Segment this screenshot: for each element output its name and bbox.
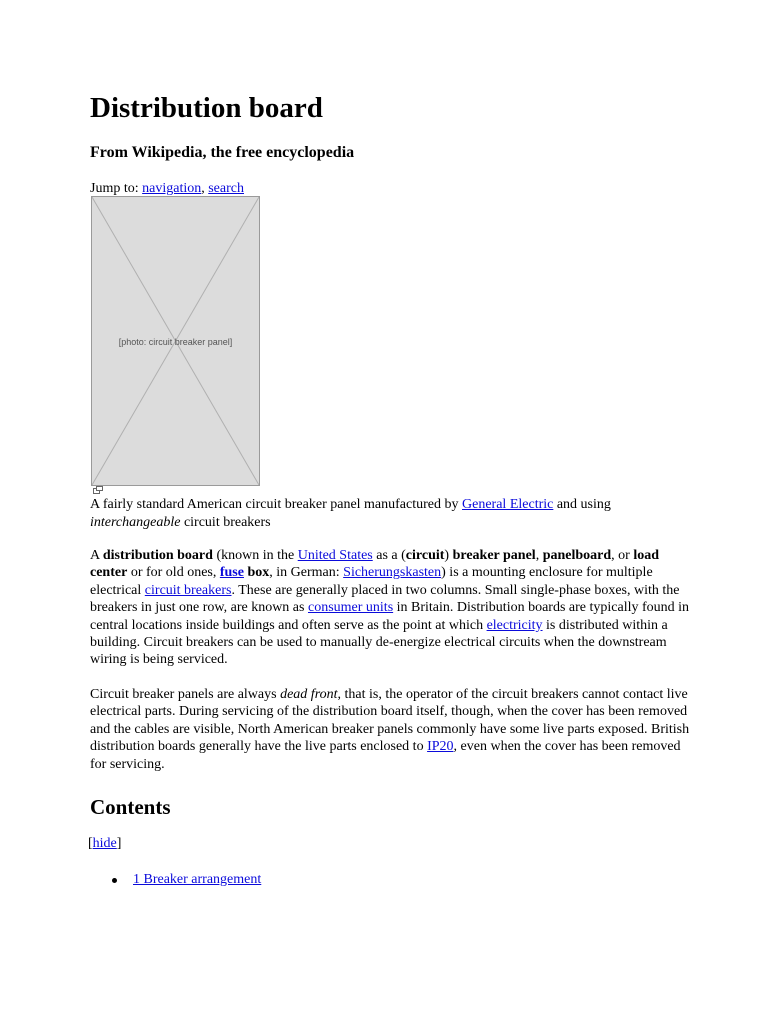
paragraph-text: , or bbox=[611, 548, 634, 563]
paragraph-text: ) bbox=[444, 548, 453, 563]
image-placeholder-label: [photo: circuit breaker panel] bbox=[118, 337, 233, 347]
general-electric-link[interactable]: General Electric bbox=[462, 497, 554, 512]
paragraph-text: , bbox=[535, 548, 543, 563]
navigation-link[interactable]: navigation bbox=[142, 181, 202, 196]
paragraph-text: Circuit breaker panels are always bbox=[90, 687, 281, 702]
toc-list bbox=[112, 870, 261, 890]
caption-emphasis: interchangeable bbox=[90, 514, 181, 530]
toc-toggle-bracket: [ bbox=[88, 836, 93, 851]
toc-toggle-bracket: ] bbox=[116, 836, 122, 851]
fuse-link[interactable] bbox=[220, 565, 244, 580]
search-link[interactable]: search bbox=[208, 181, 244, 196]
caption-text: A fairly standard American circuit breaker panel manufactured by bbox=[90, 497, 463, 512]
paragraph-text: as a ( bbox=[372, 548, 406, 563]
jump-prefix: Jump to: bbox=[90, 181, 143, 196]
paragraph-text: in Britain. Distribution boards are typically found in central locations inside buildings and often serve as the point at which bbox=[90, 600, 690, 633]
bold-term: panelboard bbox=[542, 548, 612, 563]
bold-term: breaker panel bbox=[452, 548, 536, 563]
sicherungskasten-link[interactable]: Sicherungskasten bbox=[343, 565, 442, 581]
electricity-link[interactable]: electricity bbox=[486, 617, 543, 633]
intro-paragraph bbox=[90, 547, 690, 669]
dead-front-paragraph bbox=[90, 686, 690, 773]
magnify-clip-icon[interactable] bbox=[93, 486, 103, 494]
bullet-icon bbox=[112, 878, 117, 883]
toc-toggle bbox=[88, 834, 121, 854]
emphasis-term: dead front bbox=[280, 687, 338, 702]
paragraph-text: A bbox=[90, 548, 103, 563]
circuit-breaker-panel-image[interactable] bbox=[91, 196, 260, 486]
bold-term: distribution board bbox=[102, 548, 213, 563]
contents-heading: Contents bbox=[90, 795, 171, 819]
jump-separator: , bbox=[201, 181, 209, 196]
paragraph-text: , that is, the operator of the circuit breakers cannot contact live electrical parts. During servicing of the distribution board itself, though, when the cover has been removed and the cables are visible, North American breaker panels commonly have some live parts exposed. British distribution boards generally have the live parts enclosed to bbox=[90, 687, 690, 755]
united-states-link[interactable]: United States bbox=[297, 548, 373, 563]
page-title: Distribution board bbox=[90, 92, 323, 124]
paragraph-text: or for old ones, bbox=[127, 565, 220, 581]
bold-term: load center bbox=[90, 548, 660, 581]
paragraph-text: (known in the bbox=[212, 548, 298, 563]
circuit-breaker-panel-image-placeholder bbox=[92, 197, 259, 485]
caption-text: and using bbox=[553, 497, 611, 512]
caption-text: circuit breakers bbox=[180, 514, 271, 530]
fuse-link-label: fuse bbox=[219, 565, 244, 581]
bold-term: circuit bbox=[405, 548, 445, 563]
paragraph-text: , even when the cover has been removed for servicing. bbox=[90, 739, 681, 772]
paragraph-text: is distributed within a building. Circuit breakers can be used to manually de-energize electrical circuits when the downstream wiring is being serviced. bbox=[90, 617, 668, 668]
consumer-units-link[interactable]: consumer units bbox=[307, 600, 394, 616]
toc-hide-link[interactable]: hide bbox=[92, 836, 117, 851]
paragraph-text: . These are generally placed in two columns. Small single-phase boxes, with the breakers in just one row, are known as bbox=[90, 582, 680, 616]
toc-link-breaker-arrangement[interactable]: 1 Breaker arrangement bbox=[133, 872, 262, 887]
image-caption bbox=[90, 496, 690, 531]
paragraph-text: ) is a mounting enclosure for multiple electrical bbox=[90, 565, 653, 598]
paragraph-text: , in German: bbox=[269, 565, 344, 581]
ip20-link[interactable]: IP20 bbox=[427, 739, 454, 755]
circuit-breakers-link[interactable]: circuit breakers bbox=[144, 582, 232, 598]
bold-term: box bbox=[247, 565, 270, 581]
toc-item bbox=[112, 870, 261, 890]
site-tagline: From Wikipedia, the free encyclopedia bbox=[90, 144, 355, 161]
